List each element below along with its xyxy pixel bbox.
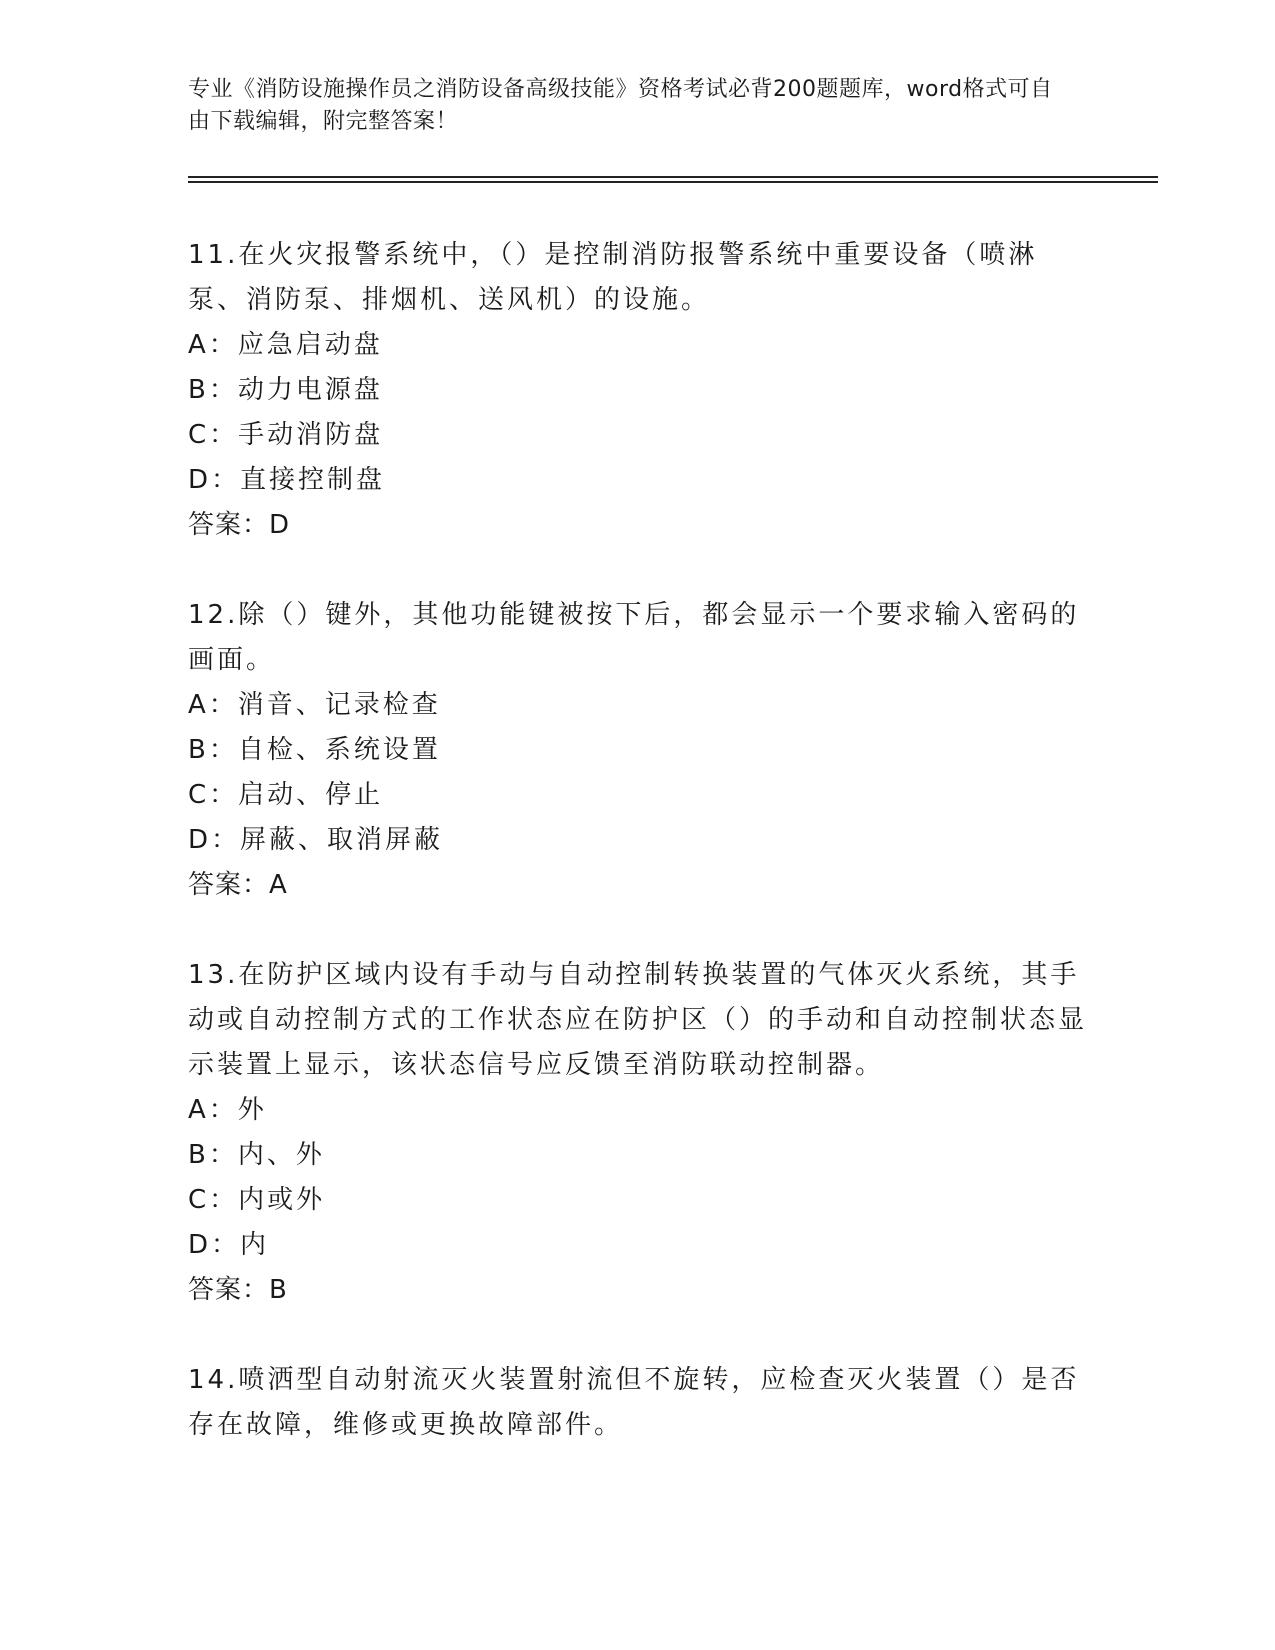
option-b: B：内、外 (188, 1140, 325, 1170)
answer-value: A (269, 870, 288, 900)
option-b: B：动力电源盘 (188, 375, 383, 405)
option-d: D：内 (188, 1230, 270, 1260)
question-stem: 13.在防护区域内设有手动与自动控制转换装置的气体灭火系统，其手动或自动控制方式的工作状态应在防护区（）的手动和自动控制状态显示装置上显示，该状态信号应反馈至消防联动控制器。 (188, 960, 1088, 1080)
question-12 (188, 593, 1088, 908)
answer-label: 答案： (188, 870, 270, 900)
question-14 (188, 1358, 1088, 1448)
answer-value: D (269, 510, 291, 540)
answer-label: 答案： (188, 1275, 270, 1305)
option-c: C：手动消防盘 (188, 420, 384, 450)
answer-line (188, 503, 1088, 548)
question-11 (188, 233, 1088, 548)
option-a: A：应急启动盘 (188, 330, 383, 360)
option-c: C：启动、停止 (188, 780, 384, 810)
option-c: C：内或外 (188, 1185, 326, 1215)
question-stem: 11.在火灾报警系统中，（）是控制消防报警系统中重要设备（喷淋泵、消防泵、排烟机、送风机）的设施。 (188, 240, 1038, 315)
option-b: B：自检、系统设置 (188, 735, 441, 765)
question-stem: 14.喷洒型自动射流灭火装置射流但不旋转，应检查灭火装置（）是否存在故障，维修或更换故障部件。 (188, 1365, 1080, 1440)
option-d: D：屏蔽、取消屏蔽 (188, 825, 444, 855)
answer-line (188, 1268, 1088, 1313)
header-divider-top (188, 176, 1158, 178)
option-a: A：外 (188, 1095, 267, 1125)
document-header: 专业《消防设施操作员之消防设备高级技能》资格考试必背200题题库，word格式可自由下载编辑，附完整答案！ (188, 77, 1053, 134)
header-divider-bottom (188, 181, 1158, 183)
option-d: D：直接控制盘 (188, 465, 386, 495)
question-13 (188, 953, 1088, 1313)
answer-value: B (269, 1275, 288, 1305)
answer-label: 答案： (188, 510, 270, 540)
answer-line (188, 863, 1088, 908)
option-a: A：消音、记录检查 (188, 690, 441, 720)
question-stem: 12.除（）键外，其他功能键被按下后，都会显示一个要求输入密码的画面。 (188, 600, 1080, 675)
